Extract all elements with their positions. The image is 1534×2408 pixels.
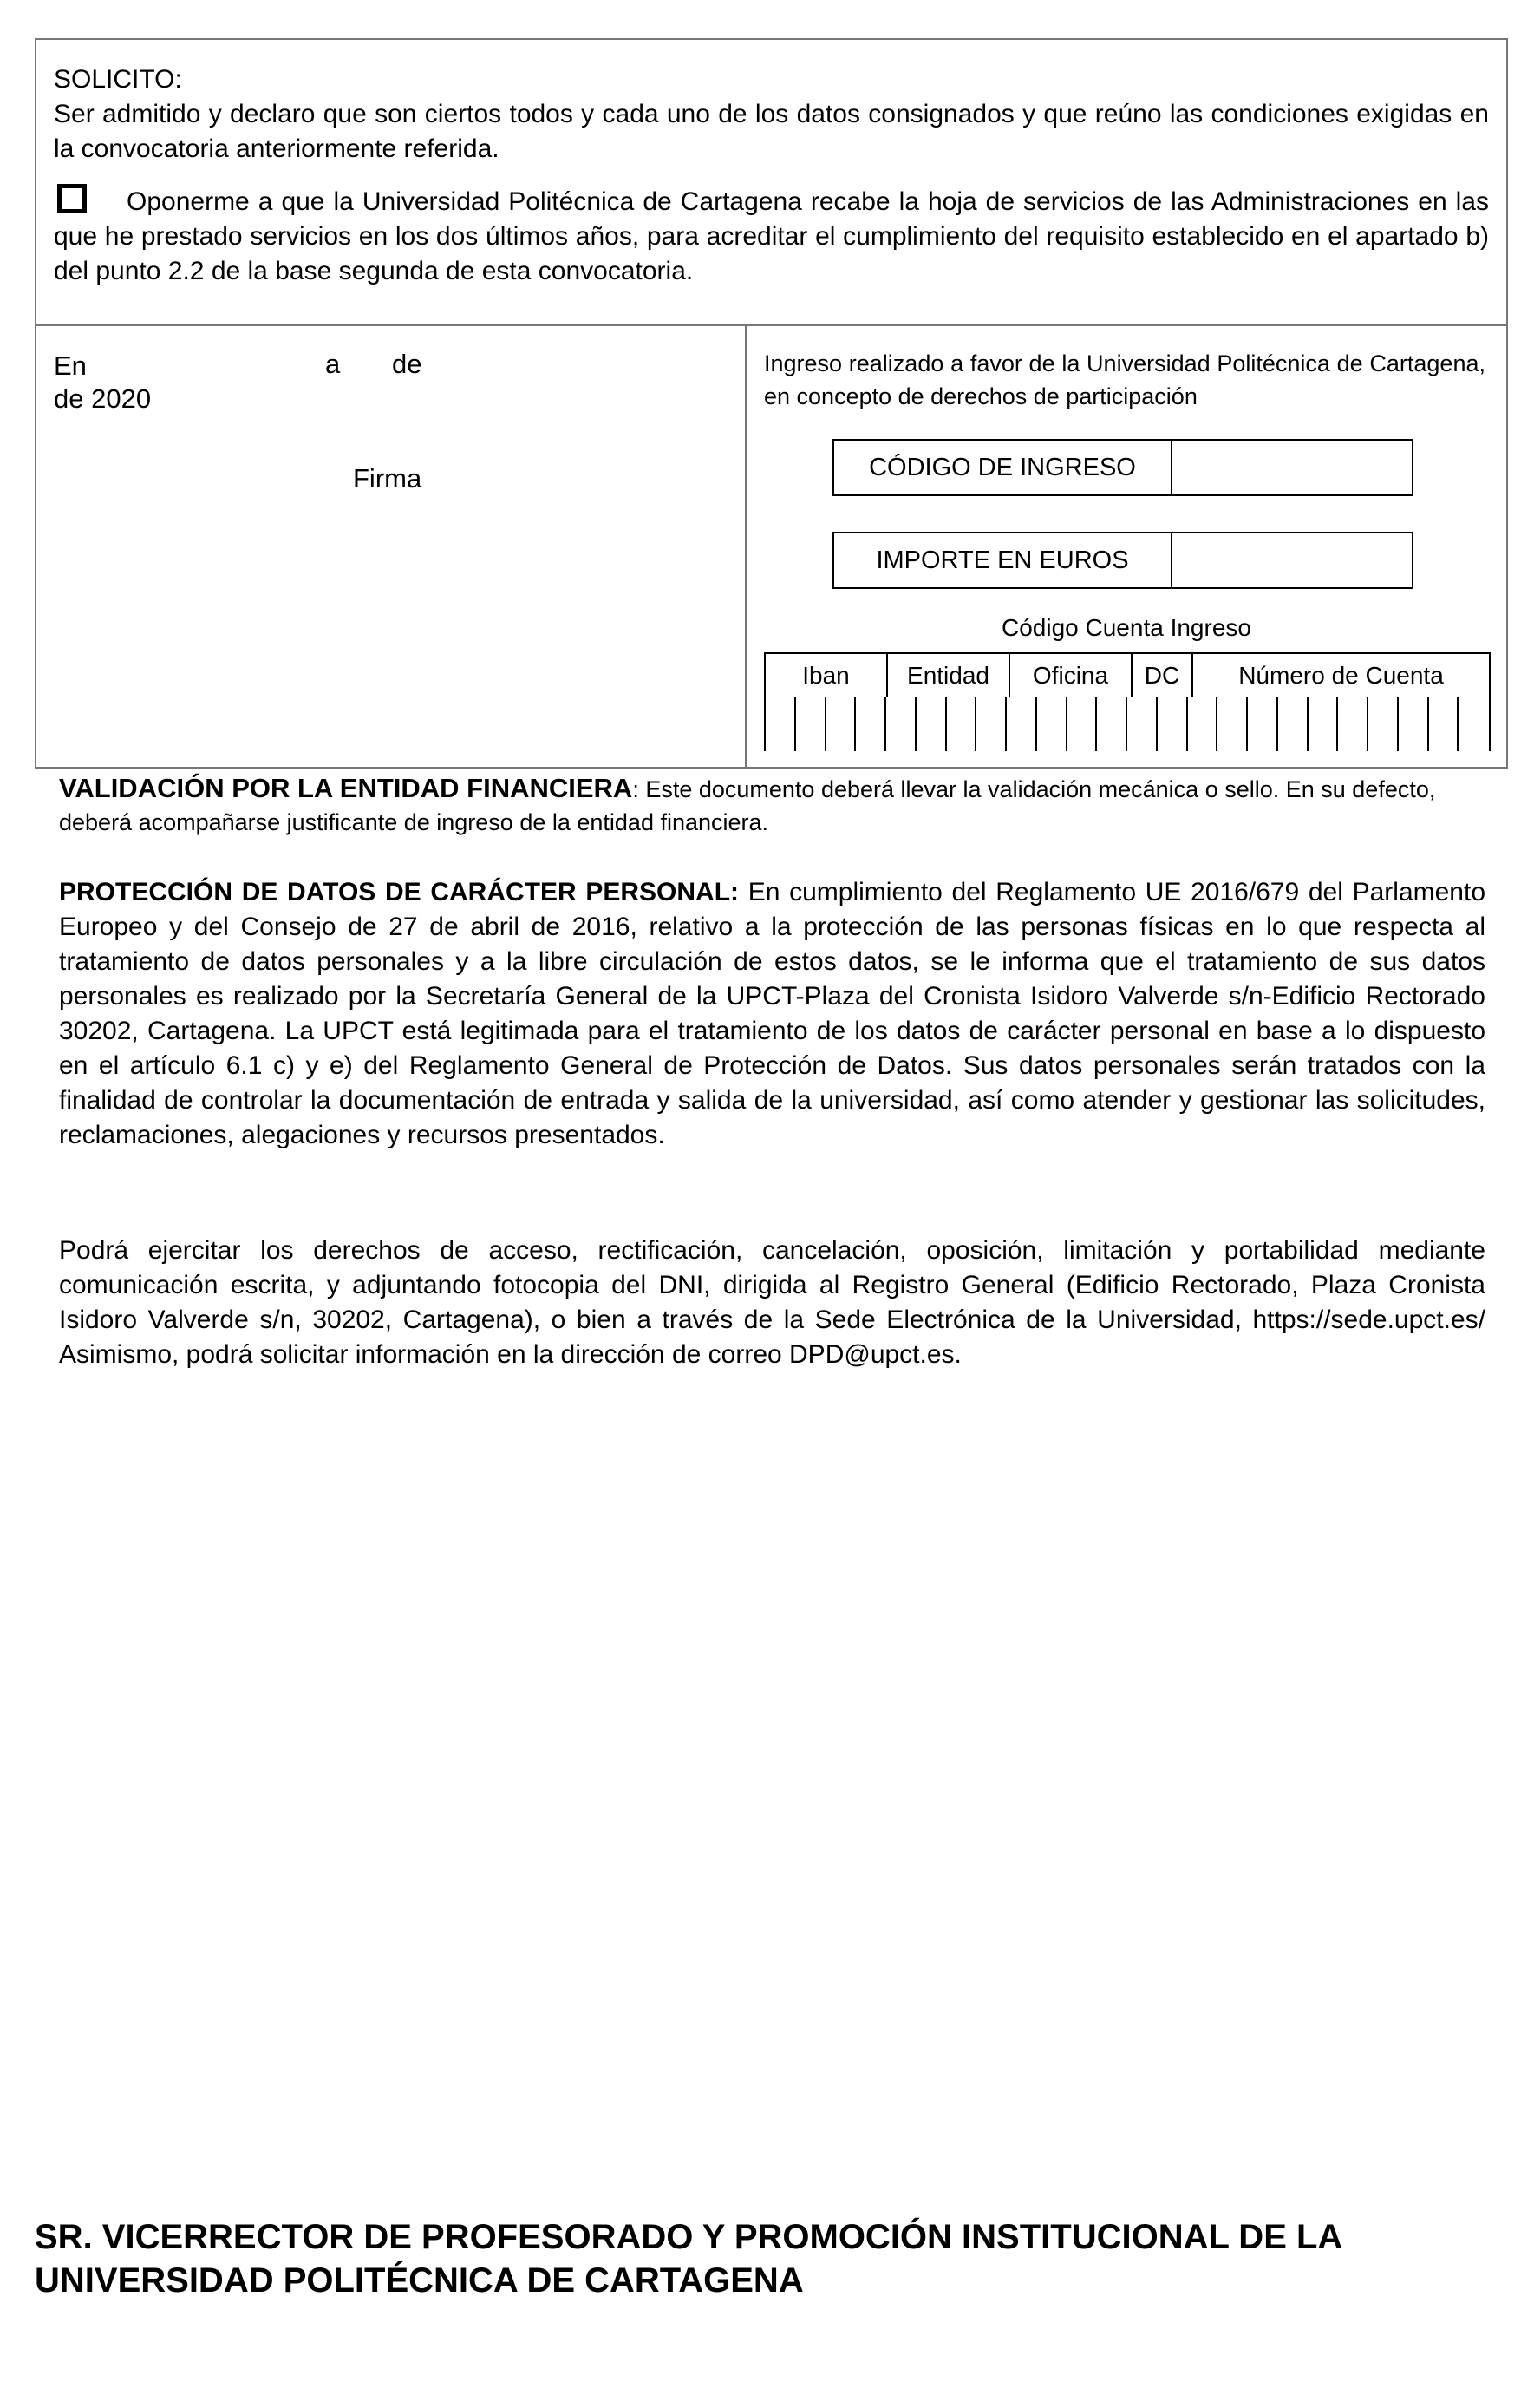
- solicito-section: [36, 40, 1506, 326]
- importe-field[interactable]: [1172, 533, 1412, 587]
- account-digit-cell[interactable]: [796, 697, 826, 751]
- proteccion-text: En cumplimiento del Reglamento UE 2016/679 del Parlamento Europeo y del Consejo de 27 de abril de 2016, relativo a la protección de las personas físicas en lo que respecta al tratamiento de datos personales y a la libre circulación de estos datos, se le informa que el tratamiento de sus datos personales es realizado por la Secretaría General de la UPCT-Plaza del Cronista Isidoro Valverde s/n-Edificio Rectorado 30202, Cartagena. La UPCT está legitimada para el tratamiento de los datos de carácter personal en base a lo dispuesto en el artículo 6.1 c) y e) del Reglamento General de Protección de Datos. Sus datos personales serán tratados con la finalidad de controlar la documentación de entrada y salida de la universidad, así como atender y gestionar las solicitudes, reclamaciones, alegaciones y recursos presentados.: [59, 878, 1486, 1149]
- account-digit-cell[interactable]: [826, 697, 857, 751]
- application-form-frame: [35, 38, 1508, 769]
- solicito-title: SOLICITO:: [54, 65, 182, 94]
- account-digit-cell[interactable]: [766, 697, 796, 751]
- addressee-footer: [35, 2215, 1509, 2302]
- account-digit-cell[interactable]: [1248, 697, 1278, 751]
- payment-description: Ingreso realizado a favor de la Universidad Politécnica de Cartagena, en concepto de derechos de participación: [764, 350, 1485, 409]
- account-header-oficina: Oficina: [1010, 654, 1133, 697]
- opposition-text: Oponerme a que la Universidad Politécnica de Cartagena recabe la hoja de servicios de las Administraciones en las que he prestado servicios en los dos últimos años, para acreditar el cumplimiento del requisito establecido en el apartado b) del punto 2.2 de la base segunda de esta convocatoria.: [54, 187, 1489, 285]
- account-title: Código Cuenta Ingreso: [1002, 614, 1251, 641]
- place-label: En: [54, 350, 87, 381]
- account-header-numero: Número de Cuenta: [1238, 662, 1444, 689]
- importe-label: IMPORTE EN EUROS: [834, 533, 1172, 587]
- account-header-dc: DC: [1133, 654, 1193, 697]
- signature-area: [36, 326, 747, 767]
- derechos-section: Podrá ejercitar los derechos de acceso, rectificación, cancelación, oposición, limitación y portabilidad mediante comunicación escrita, y adjuntando fotocopia del DNI, dirigida al Registro General (Edificio Rectorado, Plaza Cronista Isidoro Valverde s/n, 30202, Cartagena), o bien a través de la Sede Electrónica de la Universidad, https://sede.upct.es/ Asimismo, podrá solicitar información en la dirección de correo DPD@upct.es.: [59, 1236, 1485, 1369]
- proteccion-section: [59, 875, 1485, 1153]
- validacion-section: [59, 772, 1485, 839]
- account-digit-cell[interactable]: [1007, 697, 1037, 751]
- account-digit-cell[interactable]: [1429, 697, 1459, 751]
- codigo-ingreso-box: [832, 439, 1413, 496]
- account-digit-cell[interactable]: [917, 697, 947, 751]
- account-digit-cell[interactable]: [1217, 697, 1248, 751]
- account-digit-cell[interactable]: [1459, 697, 1489, 751]
- account-digit-cell[interactable]: [1368, 697, 1399, 751]
- addressee-line-1: SR. VICERRECTOR DE PROFESORADO Y PROMOCIÓN INSTITUCIONAL DE LA: [35, 2218, 1343, 2256]
- account-header-row: [766, 654, 1489, 697]
- month-separator: de: [392, 349, 422, 379]
- account-digit-cell[interactable]: [1127, 697, 1158, 751]
- account-header-iban: Iban: [766, 654, 888, 697]
- codigo-ingreso-field[interactable]: [1172, 441, 1412, 494]
- account-digit-cell[interactable]: [1097, 697, 1127, 751]
- account-digit-cell[interactable]: [1399, 697, 1429, 751]
- codigo-ingreso-label: CÓDIGO DE INGRESO: [834, 441, 1172, 494]
- opposition-checkbox[interactable]: [57, 184, 87, 213]
- opposition-row: [54, 184, 1489, 289]
- account-digit-cell[interactable]: [886, 697, 917, 751]
- account-header-entidad: Entidad: [888, 654, 1010, 697]
- account-digit-cell[interactable]: [856, 697, 886, 751]
- importe-box: [832, 532, 1413, 589]
- account-table: [764, 652, 1491, 751]
- account-digit-cell[interactable]: [976, 697, 1007, 751]
- validacion-title: VALIDACIÓN POR LA ENTIDAD FINANCIERA: [59, 773, 633, 803]
- account-digit-cell[interactable]: [1278, 697, 1309, 751]
- addressee-line-2: UNIVERSIDAD POLITÉCNICA DE CARTAGENA: [35, 2261, 804, 2300]
- account-digit-cell[interactable]: [1309, 697, 1339, 751]
- account-digit-cell[interactable]: [1338, 697, 1368, 751]
- year-label: de 2020: [54, 383, 152, 414]
- payment-area: [747, 326, 1506, 767]
- account-digit-cell[interactable]: [1158, 697, 1188, 751]
- solicito-text: Ser admitido y declaro que son ciertos todos y cada uno de los datos consignados y que reúno las condiciones exigidas en la convocatoria anteriormente referida.: [54, 100, 1489, 163]
- day-separator: a: [325, 349, 341, 379]
- validacion-text: : Este documento deberá llevar la validación mecánica o sello. En su defecto, deberá acompañarse justificante de ingreso de la entidad financiera.: [59, 776, 1436, 835]
- account-digit-cells[interactable]: [766, 697, 1489, 751]
- lower-section: [36, 326, 1506, 767]
- account-digit-cell[interactable]: [1037, 697, 1067, 751]
- account-digit-cell[interactable]: [947, 697, 977, 751]
- signature-label: Firma: [353, 463, 422, 494]
- account-digit-cell[interactable]: [1067, 697, 1098, 751]
- proteccion-title: PROTECCIÓN DE DATOS DE CARÁCTER PERSONAL:: [59, 878, 740, 906]
- account-digit-cell[interactable]: [1188, 697, 1218, 751]
